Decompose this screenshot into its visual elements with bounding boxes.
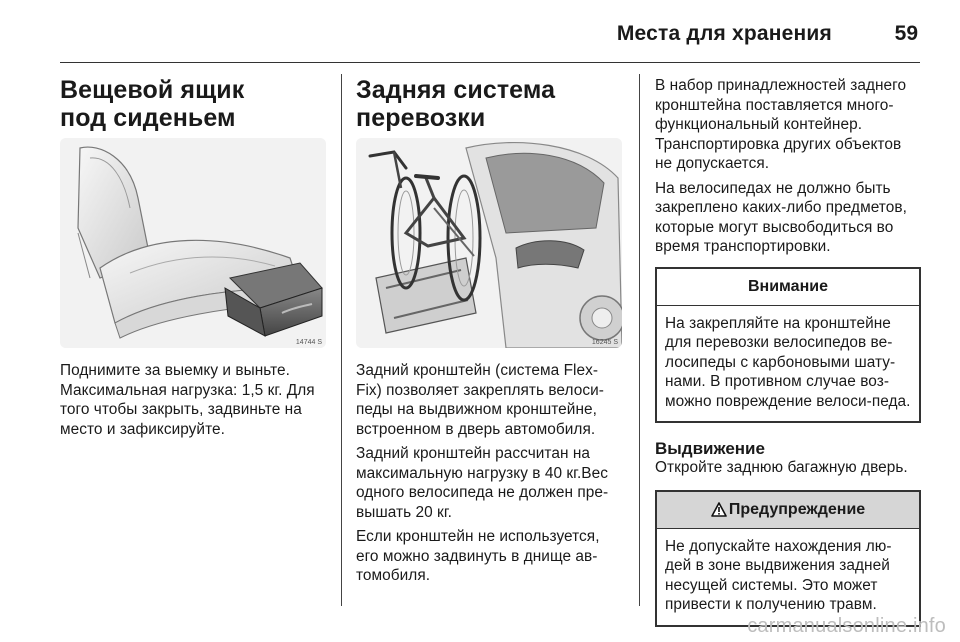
paragraph: Откройте заднюю багажную дверь. (655, 459, 908, 476)
bike-carrier-illustration (356, 138, 622, 348)
paragraph: Задний кронштейн (система Flex-Fix) позволяет закреплять велоси-педы на выдвижном кронштейне, встроенном в дверь автомобиля. (356, 362, 604, 438)
column-divider (639, 74, 640, 606)
column-carrier-notes (655, 76, 921, 627)
column-divider (341, 74, 342, 606)
paragraph: Задний кронштейн рассчитан на максимальную нагрузку в 40 кг.Вес одного велосипеда не должен пре-вышать 20 кг. (356, 445, 609, 521)
warning-text: Не допускайте нахождения лю-дей в зоне выдвижения задней несущей системы. Это может привести к получению травм. (665, 537, 892, 613)
paragraph: В набор принадлежностей заднего кронштейна поставляется много-функциональный контейнер. Транспортировка других объектов не допускается. (655, 77, 907, 172)
notice-title: Внимание (657, 269, 919, 306)
watermark: carmanualsonline.info (747, 615, 946, 637)
page-header (60, 16, 920, 63)
figure-code: 16245 S (591, 339, 618, 346)
notice-box (655, 267, 921, 424)
paragraph: На велосипедах не должно быть закреплено каких-либо предметов, которые могут высвободиться во время транспортировки. (655, 179, 907, 255)
rear-carrier-text (356, 361, 622, 586)
figure-code: 14744 S (295, 339, 322, 346)
notice-text: На закрепляйте на кронштейне для перевозки велосипедов ве-лосипеды с карбоновыми шату-нами. В противном случае воз-можно повреждение велоси-педа. (665, 314, 911, 410)
section-heading-seat-drawer: Вещевой ящик под сиденьем (60, 76, 245, 132)
warning-box (655, 490, 921, 627)
section-heading-rear-carrier: Задняя система перевозки (356, 76, 556, 132)
page-number: 59 (894, 22, 918, 45)
column-seat-drawer (60, 76, 326, 438)
warning-header (657, 492, 919, 529)
warning-title: Предупреждение (728, 500, 866, 518)
page-title: Места для хранения (616, 22, 832, 45)
column-rear-carrier (356, 76, 622, 584)
bike-carrier-drawing (356, 138, 622, 348)
seat-drawer-text: Поднимите за выемку и выньте. Максимальная нагрузка: 1,5 кг. Для того чтобы закрыть, задвиньте на место и зафиксируйте. (60, 362, 315, 438)
subheading-extension: Выдвижение (655, 439, 765, 458)
warning-triangle-icon (711, 502, 727, 517)
seat-drawer-drawing (60, 138, 326, 348)
seat-drawer-illustration (60, 138, 326, 348)
paragraph: Если кронштейн не используется, его можно задвинуть в днище ав-томобиля. (356, 528, 600, 584)
